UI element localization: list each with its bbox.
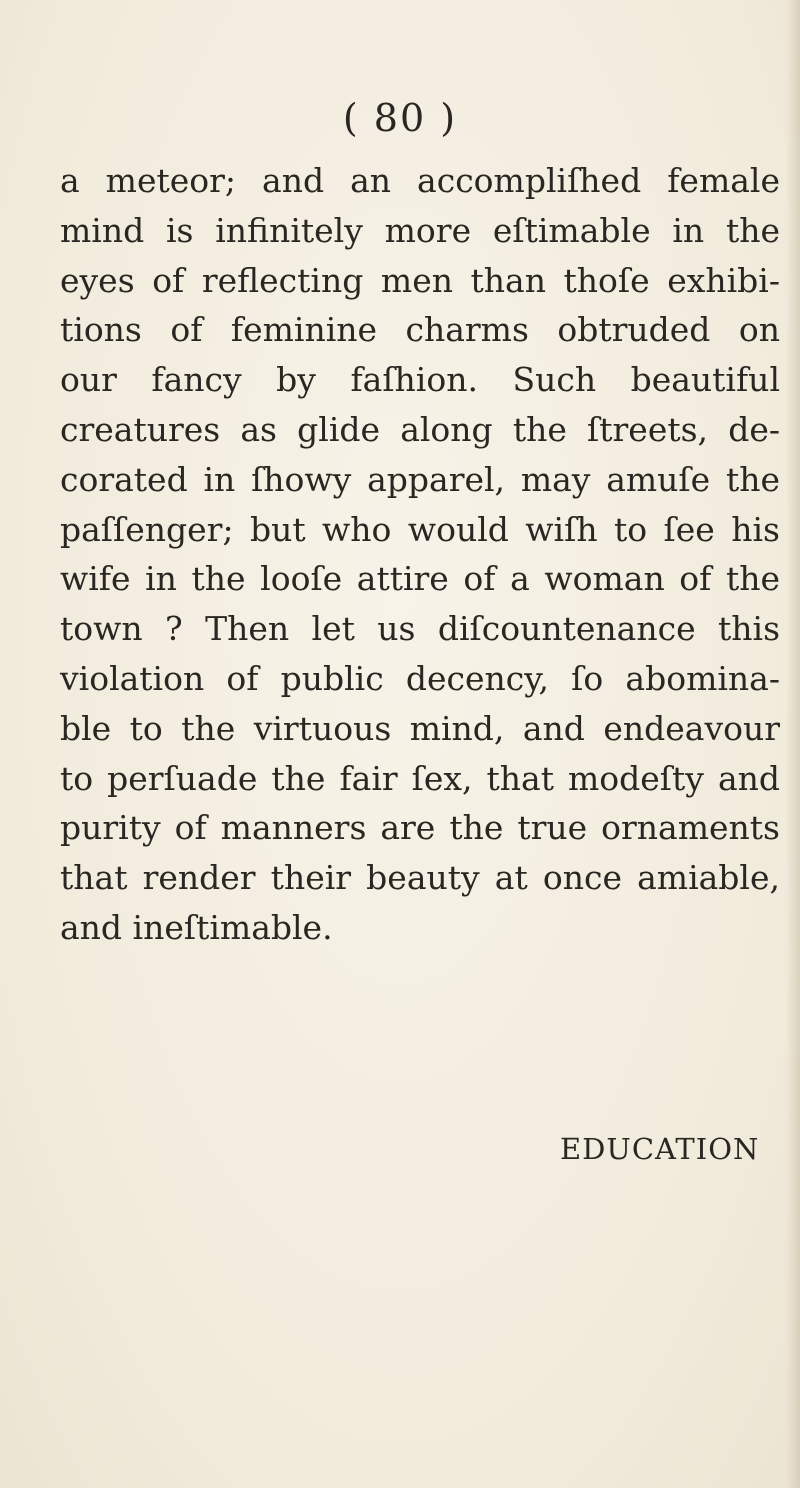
text-line: eyes of reflecting men than thoſe exhibi- <box>60 260 780 300</box>
text-line: to perſuade the fair ſex, that modeſty and <box>60 758 780 798</box>
text-line: tions of feminine charms obtruded on <box>60 310 780 350</box>
body-text <box>60 156 780 953</box>
text-line: a meteor; and an accompliſhed female <box>60 161 780 200</box>
text-line: purity of manners are the true ornaments <box>60 808 780 848</box>
text-line: violation of public decency, ſo abomina- <box>60 658 780 698</box>
text-line: creatures as glide along the ſtreets, de- <box>60 409 780 449</box>
text-line: town ? Then let us diſcountenance this <box>60 609 780 649</box>
page-number: ( 80 ) <box>342 96 458 140</box>
page-edge-shadow <box>786 0 800 1488</box>
catchword: EDUCATION <box>560 1132 760 1166</box>
text-line: our fancy by faſhion. Such beautiful <box>60 360 780 400</box>
text-line-last: and ineſtimable. <box>60 907 333 947</box>
text-line: wife in the looſe attire of a woman of the <box>60 559 780 599</box>
text-line: paſſenger; but who would wiſh to ſee his <box>60 509 780 549</box>
text-line: corated in ſhowy apparel, may amuſe the <box>60 459 780 499</box>
text-line: that render their beauty at once amiable, <box>60 858 780 898</box>
text-line: ble to the virtuous mind, and endeavour <box>60 708 780 748</box>
text-line: mind is infinitely more eſtimable in the <box>60 210 780 250</box>
